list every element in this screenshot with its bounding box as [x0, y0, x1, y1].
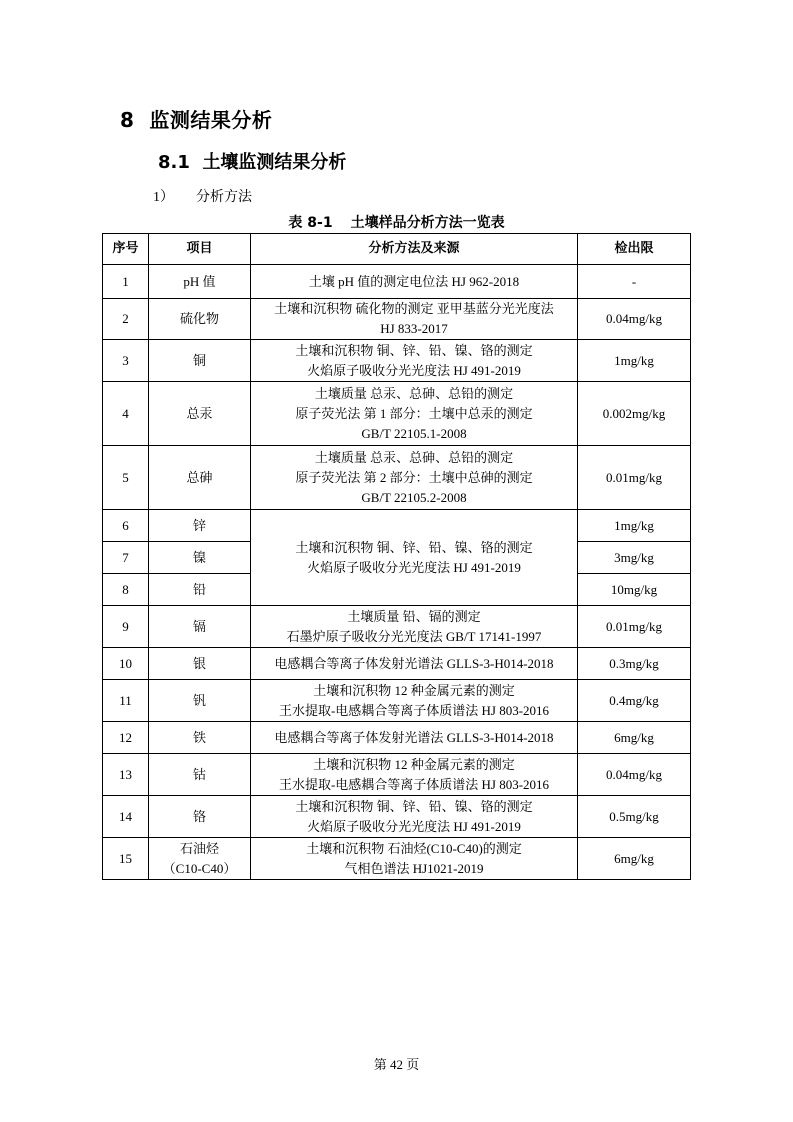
cell-no: 14: [103, 796, 149, 838]
section-number: 8: [120, 108, 135, 132]
method-line: GB/T 22105.2-2008: [361, 489, 467, 505]
table-row: [103, 722, 691, 754]
cell-limit: 0.04mg/kg: [578, 754, 691, 796]
cell-item: 镍: [149, 542, 251, 574]
cell-method: [251, 340, 578, 382]
method-line: HJ 833-2017: [380, 321, 448, 336]
item-line: 石油烃: [179, 840, 219, 856]
list-heading: [153, 186, 252, 206]
cell-item: 锌: [149, 510, 251, 542]
cell-limit: 1mg/kg: [578, 510, 691, 542]
cell-item: 总汞: [149, 382, 251, 446]
section-title: 监测结果分析: [149, 108, 273, 132]
table-caption: [0, 212, 793, 232]
method-line: 石墨炉原子吸收分光光度法 GB/T 17141-1997: [286, 628, 542, 644]
table-row: [103, 648, 691, 680]
method-line: 土壤和沉积物 铜、锌、铅、镍、铬的测定: [295, 342, 533, 358]
subsection-title: 土壤监测结果分析: [202, 152, 347, 173]
header-limit: 检出限: [578, 234, 691, 265]
cell-no: 6: [103, 510, 149, 542]
header-no: 序号: [103, 234, 149, 265]
cell-item: [149, 838, 251, 880]
table-row: [103, 606, 691, 648]
subsection-number: 8.1: [158, 152, 190, 173]
method-line: 火焰原子吸收分光光度法 HJ 491-2019: [307, 559, 521, 575]
method-line: 土壤和沉积物 12 种金属元素的测定: [313, 682, 515, 698]
table-caption-title: 土壤样品分析方法一览表: [350, 215, 505, 231]
method-line: 原子荧光法 第 2 部分：土壤中总砷的测定: [295, 469, 533, 485]
cell-method: [251, 722, 578, 754]
cell-method: [251, 648, 578, 680]
item-line: （C10-C40）: [162, 860, 237, 876]
method-line: 气相色谱法 HJ1021-2019: [344, 860, 484, 876]
table-row: [103, 299, 691, 340]
cell-no: 9: [103, 606, 149, 648]
method-line: 土壤和沉积物 铜、锌、铅、镍、铬的测定: [295, 539, 533, 555]
cell-limit: 6mg/kg: [578, 722, 691, 754]
cell-limit: 6mg/kg: [578, 838, 691, 880]
cell-item: 镉: [149, 606, 251, 648]
cell-limit: 0.01mg/kg: [578, 446, 691, 510]
analysis-methods-table: [102, 233, 691, 880]
cell-no: 3: [103, 340, 149, 382]
method-line: 王水提取-电感耦合等离子体质谱法 HJ 803-2016: [278, 776, 550, 792]
method-line: GB/T 22105.1-2008: [361, 425, 467, 441]
cell-limit: 3mg/kg: [578, 542, 691, 574]
cell-item: 铬: [149, 796, 251, 838]
list-title: 分析方法: [196, 190, 252, 205]
table-row: [103, 754, 691, 796]
table-row: [103, 680, 691, 722]
cell-limit: 0.04mg/kg: [578, 299, 691, 340]
cell-no: 13: [103, 754, 149, 796]
cell-limit: -: [578, 265, 691, 299]
cell-item: 铜: [149, 340, 251, 382]
method-line: 土壤和沉积物 12 种金属元素的测定: [313, 756, 515, 772]
cell-no: 10: [103, 648, 149, 680]
cell-no: 12: [103, 722, 149, 754]
cell-method-merged: [251, 510, 578, 606]
table-row: [103, 510, 691, 542]
method-line: 原子荧光法 第 1 部分：土壤中总汞的测定: [295, 405, 533, 421]
cell-limit: 0.01mg/kg: [578, 606, 691, 648]
table-row: [103, 838, 691, 880]
cell-item: 硫化物: [149, 299, 251, 340]
section-heading: [120, 104, 272, 133]
cell-item: 钒: [149, 680, 251, 722]
cell-method: [251, 382, 578, 446]
table-row: [103, 796, 691, 838]
cell-item: pH 值: [149, 265, 251, 299]
list-number: 1）: [153, 190, 174, 205]
method-line: 火焰原子吸收分光光度法 HJ 491-2019: [307, 818, 521, 834]
cell-no: 11: [103, 680, 149, 722]
method-line: 土壤和沉积物 硫化物的测定 亚甲基蓝分光光度法: [274, 301, 554, 316]
cell-item: 总砷: [149, 446, 251, 510]
cell-no: 15: [103, 838, 149, 880]
method-line: 土壤质量 总汞、总砷、总铅的测定: [314, 449, 514, 465]
method-line: 土壤质量 铅、镉的测定: [347, 608, 481, 624]
header-method: 分析方法及来源: [251, 234, 578, 265]
table-caption-label: 表 8-1: [288, 215, 333, 231]
cell-limit: 0.002mg/kg: [578, 382, 691, 446]
table-row: [103, 446, 691, 510]
cell-limit: 1mg/kg: [578, 340, 691, 382]
method-line: 电感耦合等离子体发射光谱法 GLLS-3-H014-2018: [274, 729, 554, 745]
cell-item: 银: [149, 648, 251, 680]
cell-method: [251, 796, 578, 838]
cell-item: 铅: [149, 574, 251, 606]
method-line: 王水提取-电感耦合等离子体质谱法 HJ 803-2016: [278, 702, 550, 718]
cell-no: 1: [103, 265, 149, 299]
page-number: 第 42 页: [373, 1057, 420, 1072]
table-header-row: [103, 234, 691, 265]
cell-limit: 0.5mg/kg: [578, 796, 691, 838]
cell-method: [251, 754, 578, 796]
cell-item: 钴: [149, 754, 251, 796]
cell-limit: 0.3mg/kg: [578, 648, 691, 680]
subsection-heading: [158, 148, 346, 174]
cell-method: [251, 838, 578, 880]
cell-method: [251, 299, 578, 340]
method-line: 土壤 pH 值的测定电位法 HJ 962-2018: [308, 273, 520, 289]
cell-no: 8: [103, 574, 149, 606]
cell-limit: 10mg/kg: [578, 574, 691, 606]
cell-method: [251, 680, 578, 722]
method-line: 火焰原子吸收分光光度法 HJ 491-2019: [307, 362, 521, 378]
cell-method: [251, 265, 578, 299]
cell-item: 铁: [149, 722, 251, 754]
method-line: 土壤和沉积物 石油烃(C10-C40)的测定: [306, 840, 522, 856]
cell-no: 2: [103, 299, 149, 340]
method-line: 电感耦合等离子体发射光谱法 GLLS-3-H014-2018: [274, 655, 554, 671]
cell-method: [251, 446, 578, 510]
table-row: [103, 265, 691, 299]
cell-no: 5: [103, 446, 149, 510]
cell-limit: 0.4mg/kg: [578, 680, 691, 722]
table-row: [103, 340, 691, 382]
header-item: 项目: [149, 234, 251, 265]
method-line: 土壤和沉积物 铜、锌、铅、镍、铬的测定: [295, 798, 533, 814]
table-row: [103, 382, 691, 446]
cell-method: [251, 606, 578, 648]
cell-no: 7: [103, 542, 149, 574]
method-line: 土壤质量 总汞、总砷、总铅的测定: [314, 385, 514, 401]
cell-no: 4: [103, 382, 149, 446]
